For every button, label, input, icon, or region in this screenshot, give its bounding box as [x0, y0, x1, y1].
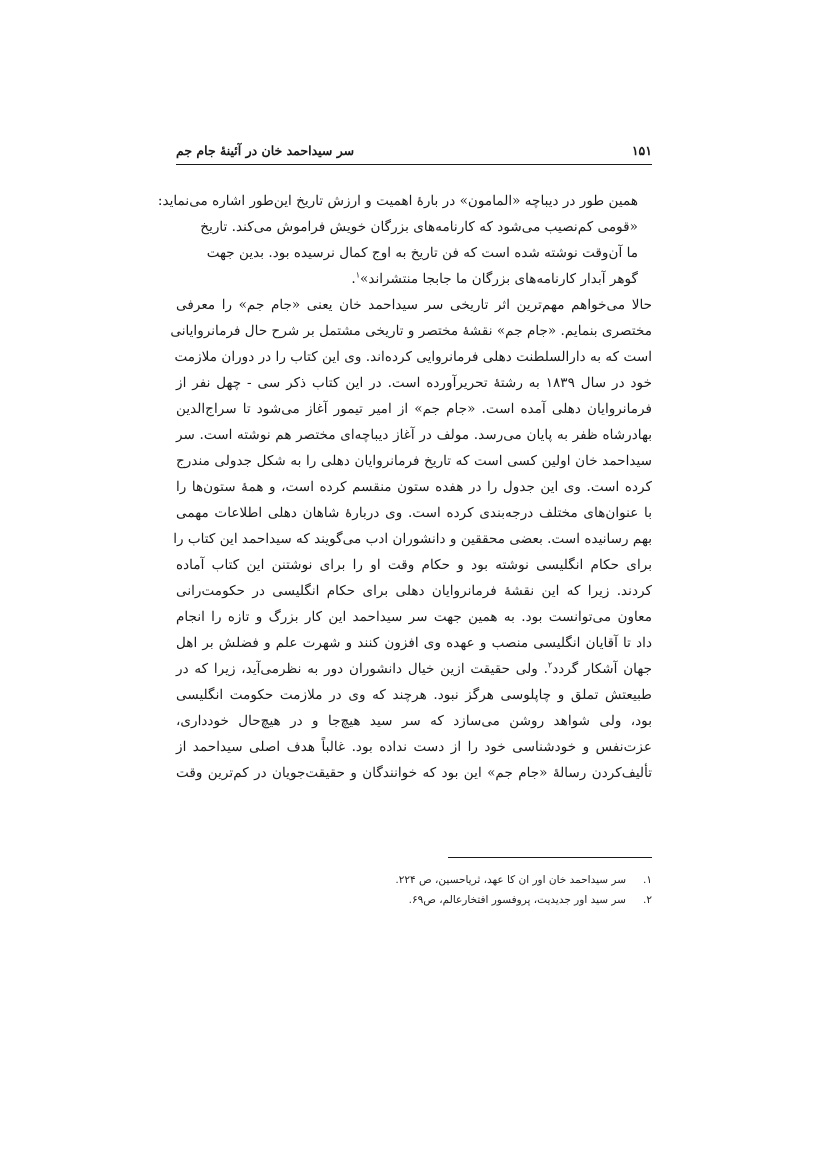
- paragraph-line: بهم رسانیده است. بعضی محققین و دانشوران ادب می‌گویند که سیداحمد این کتاب را: [173, 531, 652, 547]
- footnotes: [300, 870, 652, 910]
- main-paragraph: [170, 292, 652, 786]
- paragraph-line: خود در سال ۱۸۳۹ به رشتهٔ تحریرآورده است. در این کتاب ذکر سی - چهل نفر از: [176, 375, 652, 391]
- paragraph-line: معاون می‌توانست بود. به همین جهت سر سیداحمد این کار بزرگ و تازه را انجام: [176, 609, 652, 625]
- quote-line-last: [176, 266, 638, 292]
- quote-text: گوهر آبدار کارنامه‌های بزرگان ما جابجا منتشراند»: [360, 271, 638, 287]
- footnote-text: سر سید اور جدیدیت، پروفسور افتخارعالم، ص۶۹.: [408, 894, 626, 906]
- paragraph-line: بهادرشاه ظفر به پایان می‌رسد. مولف در آغاز دیباچه‌ای مختصر هم نوشته است. سر: [176, 427, 652, 443]
- page-number: ۱۵۱: [631, 143, 652, 158]
- running-title: سر سیداحمد خان در آئینهٔ جام جم: [176, 143, 355, 158]
- footnote-2: [300, 890, 652, 910]
- quote-line: همین طور در دیباچه «المامون» در بارهٔ اهمیت و ارزش تاریخ این‌طور اشاره می‌نماید:: [157, 193, 638, 209]
- paragraph-line: کردند. زیرا که این نقشهٔ فرمانروایان دهلی برای حکام انگلیسی در حکومت‌رانی: [176, 583, 652, 599]
- paragraph-line: طبیعتش تملق و چاپلوسی هرگز نبود. هرچند که وی در ملازمت حکومت انگلیسی: [176, 687, 652, 703]
- footnote-ref-1: ۱: [355, 270, 360, 280]
- quote-line: ما آن‌وقت نوشته شده است که فن تاریخ به اوج کمال نرسیده بود. بدین جهت: [206, 245, 638, 261]
- footnote-ref-2: ۲: [547, 660, 553, 670]
- header-rule: [176, 164, 652, 165]
- body-text: [157, 188, 652, 786]
- quote-line: «قومی کم‌نصیب می‌شود که کارنامه‌های بزرگان خویش فراموش می‌کند. تاریخ: [200, 219, 638, 235]
- block-quote: [157, 188, 638, 292]
- paragraph-line: است که به دارالسلطنت دهلی فرمانروایی کرده‌اند. وی این کتاب را در دوران ملازمت: [174, 349, 652, 365]
- paragraph-line: مختصری بنمایم. «جام جم» نقشهٔ مختصر و تاریخی مشتمل بر شرح حال فرمانروایانی: [170, 323, 652, 339]
- running-head: [176, 143, 652, 163]
- footnote-rule: [448, 857, 652, 858]
- paragraph-line: کرده است. وی این جدول را در هفده ستون منقسم کرده است، و همهٔ ستون‌ها را: [176, 479, 652, 495]
- footnote-number: ۲.: [643, 894, 652, 906]
- paragraph-line: تألیف‌کردن رسالهٔ «جام جم» این بود که خوانندگان و حقیقت‌جویان در کم‌ترین وقت: [176, 765, 652, 781]
- paragraph-line: داد تا آقایان انگلیسی منصب و عهده وی افزون کنند و شهرت علم و فضلش بر اهل: [176, 635, 652, 651]
- footnote-number: ۱.: [643, 874, 652, 886]
- footnote-text: سر سیداحمد خان اور ان کا عهد، ثریاحسین، ص ۲۲۴.: [395, 874, 626, 886]
- paragraph-line: سیداحمد خان اولین کسی است که تاریخ فرمانروایان دهلی را به شکل جدولی مندرج: [176, 453, 652, 469]
- paragraph-line: بود، ولی شواهد روشن می‌سازد که سر سید هیچ‌جا و در هیچ‌حال خودداری،: [176, 713, 652, 729]
- paragraph-line: با عنوان‌های مختلف درجه‌بندی کرده است. وی دربارهٔ شاهان دهلی اطلاعات مهمی: [176, 505, 652, 521]
- paragraph-line: برای حکام انگلیسی نوشته بود و حکام وقت او را برای نوشتنن این کتاب آماده: [176, 557, 652, 573]
- paragraph-text: جهان آشکار گردد: [552, 661, 652, 677]
- paragraph-line-with-ref: [176, 656, 652, 682]
- paragraph-line: حالا می‌خواهم مهم‌ترین اثر تاریخی سر سیداحمد خان یعنی «جام جم» را معرفی: [176, 297, 652, 313]
- paragraph-text: . ولی حقیقت ازین خیال دانشوران دور به نظرمی‌آید، زیرا که در: [176, 661, 548, 677]
- paragraph-line: عزت‌نفس و خودشناسی خود را از دست نداده بود. غالباً هدف اصلی سیداحمد از: [176, 739, 652, 755]
- quote-end-punct: .: [351, 271, 356, 287]
- paragraph-line: فرمانروایان دهلی آمده است. «جام جم» از امیر تیمور آغاز می‌شود تا سراج‌الدین: [176, 401, 652, 417]
- footnote-1: [300, 870, 652, 890]
